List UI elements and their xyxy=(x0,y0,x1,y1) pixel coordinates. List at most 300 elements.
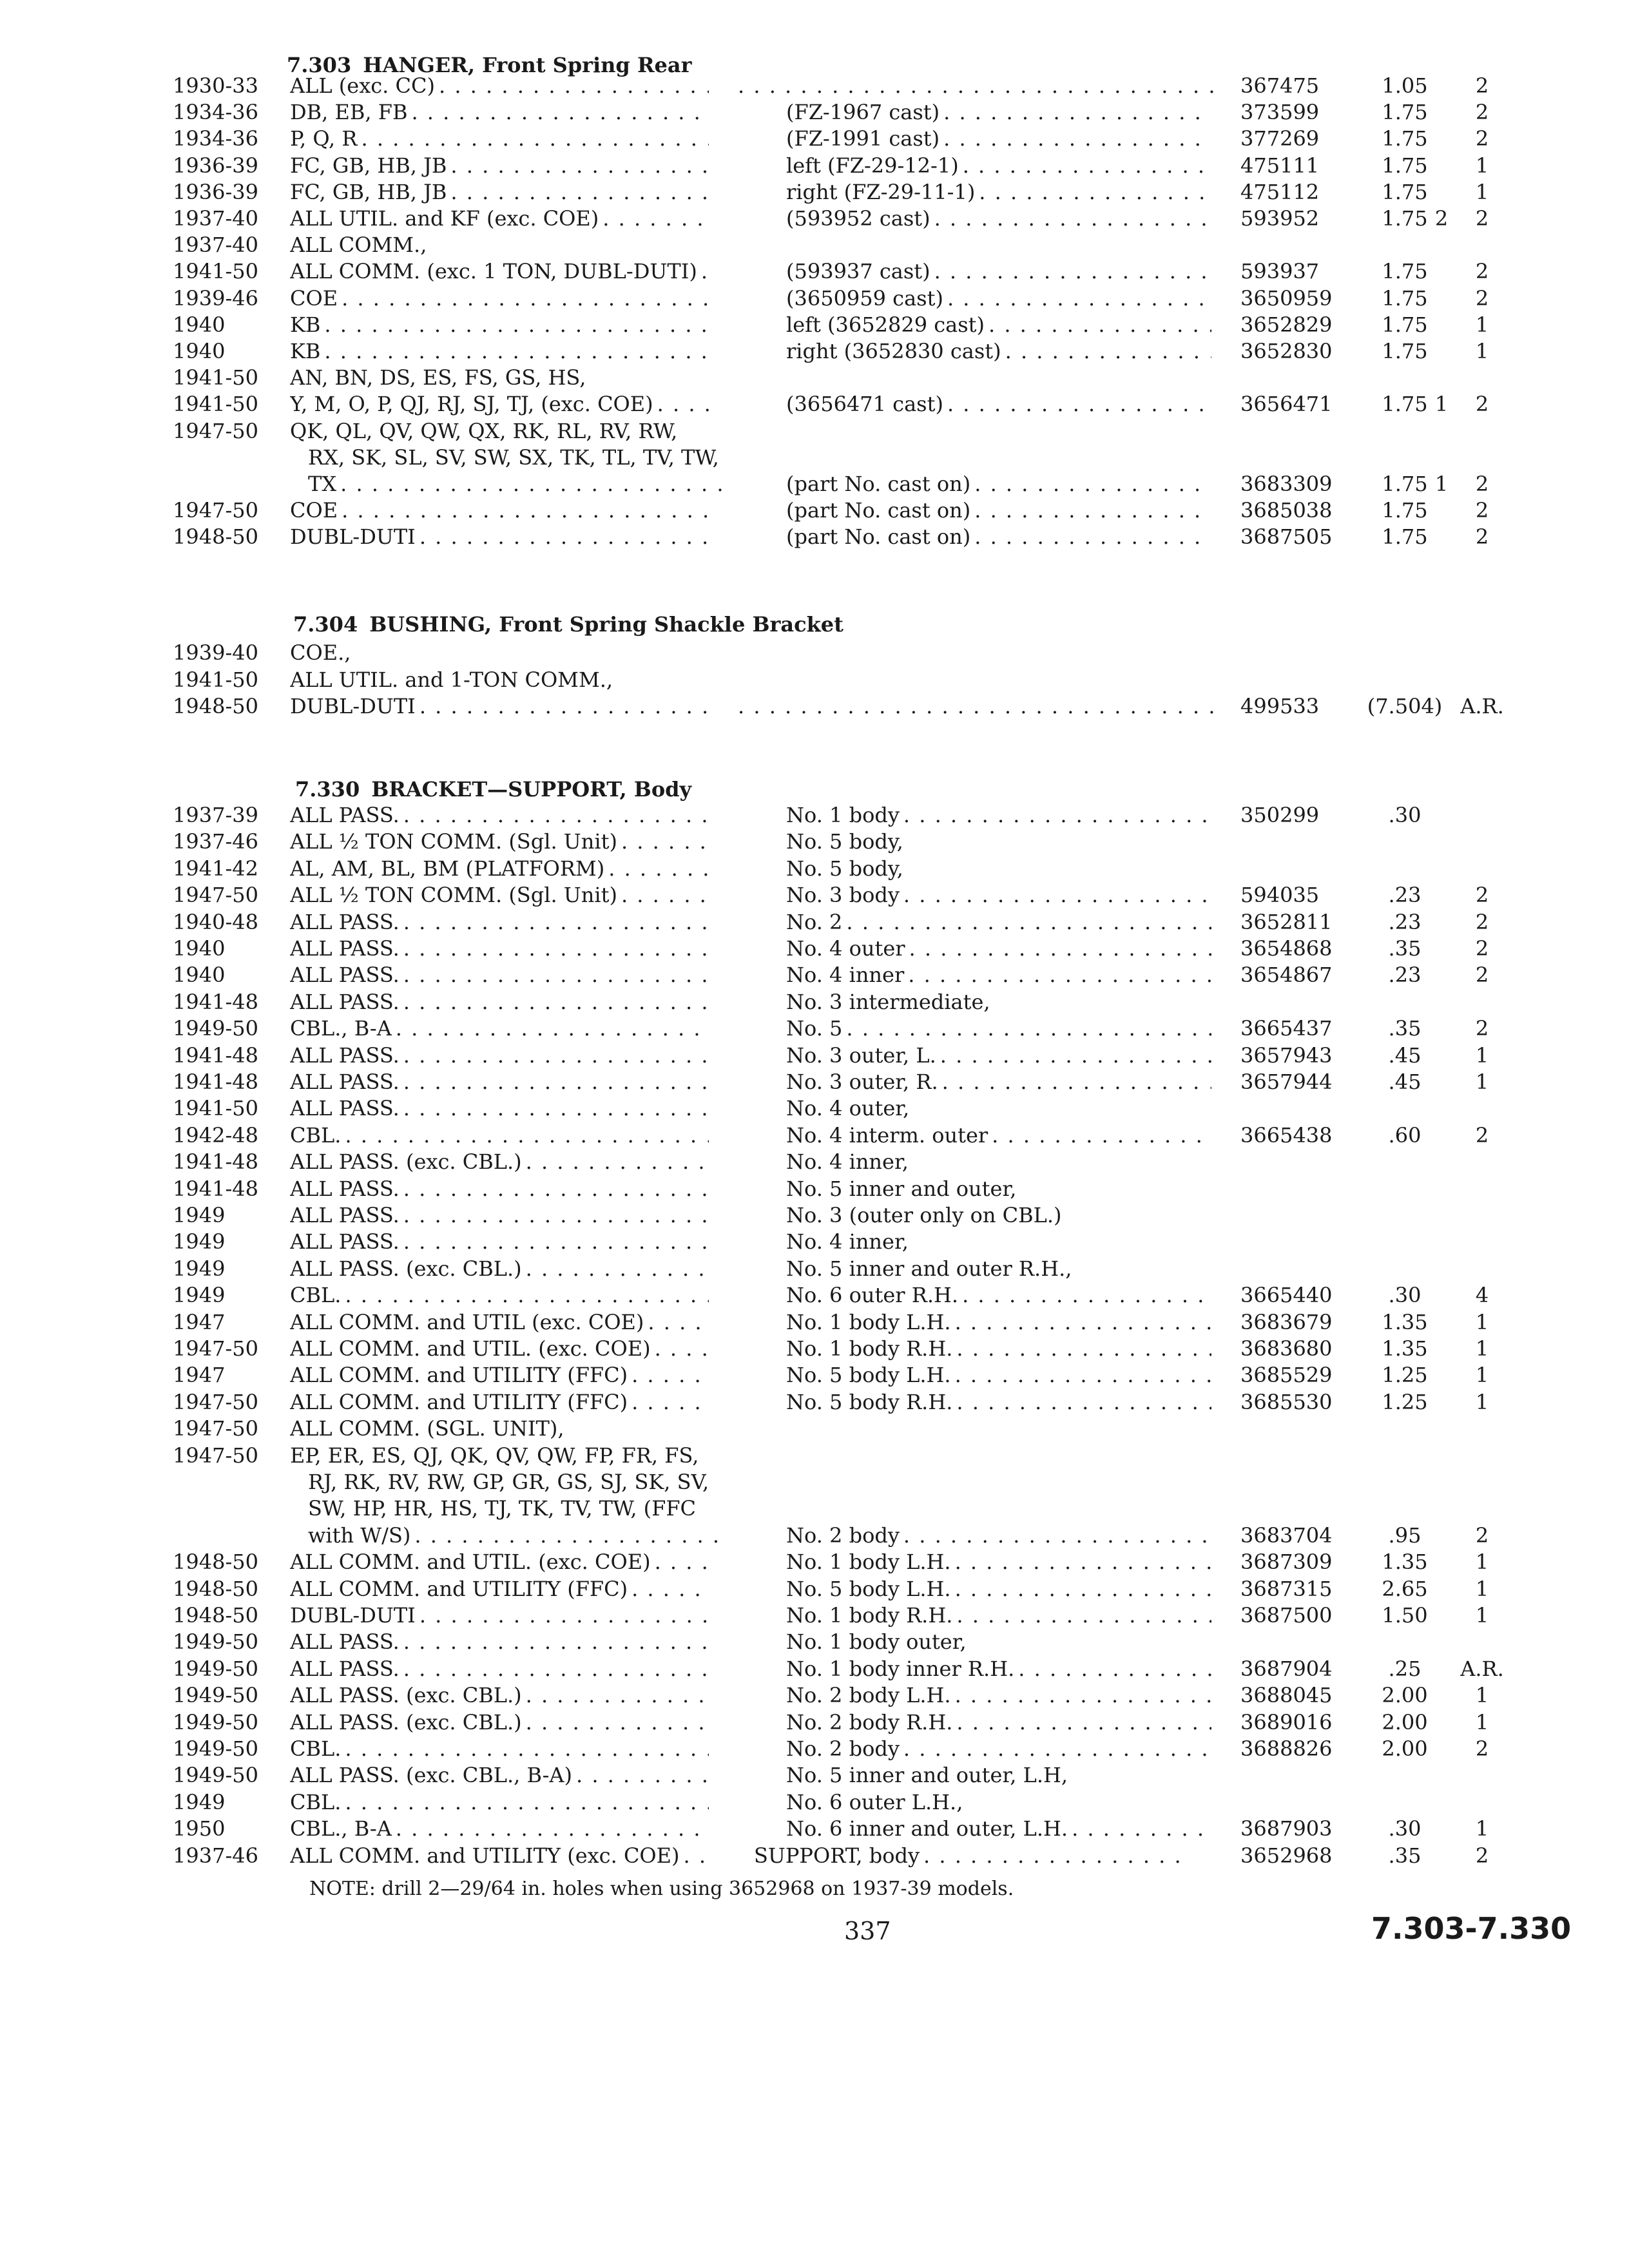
part-row xyxy=(0,285,1629,312)
model-list: ALL COMM. and UTIL (exc. COE) . . . xyxy=(290,1309,709,1336)
part-number: 3652968 xyxy=(1240,1843,1333,1868)
model-list: P, Q, R . . . xyxy=(290,125,709,152)
year-range: 1941-48 xyxy=(173,1149,258,1174)
price: 1.25 xyxy=(1382,1390,1428,1414)
year-range: 1949-50 xyxy=(173,1763,258,1787)
price: 1.35 xyxy=(1382,1310,1428,1334)
part-row xyxy=(0,1602,1629,1629)
model-list: ALL PASS. (exc. CBL., B-A) . . . xyxy=(290,1762,709,1789)
part-row xyxy=(0,1415,1629,1442)
year-range: 1949-50 xyxy=(173,1736,258,1761)
model-list: ALL PASS. . . . xyxy=(290,1228,709,1255)
part-row xyxy=(0,1522,1629,1549)
price: .45 xyxy=(1388,1070,1422,1094)
part-description: No. 5 body R.H. . . . xyxy=(786,1389,1211,1416)
part-row xyxy=(0,666,1629,693)
year-range: 1948-50 xyxy=(173,694,258,718)
part-number: 373599 xyxy=(1240,100,1320,124)
part-description: left (3652829 cast) . . . xyxy=(786,311,1211,338)
part-row xyxy=(0,1148,1629,1175)
part-number: 475112 xyxy=(1240,180,1320,204)
year-range: 1948-50 xyxy=(173,1577,258,1601)
section-reference: 7.303-7.330 xyxy=(1371,1911,1572,1946)
model-list: COE., xyxy=(290,640,351,665)
part-row xyxy=(0,390,1629,418)
part-row xyxy=(0,828,1629,855)
quantity: 1 xyxy=(1475,1577,1489,1601)
model-list: ALL PASS. (exc. CBL.) . . . xyxy=(290,1709,709,1736)
year-range: 1937-46 xyxy=(173,829,258,854)
year-range: 1941-48 xyxy=(173,1177,258,1201)
year-range: 1947 xyxy=(173,1310,226,1334)
part-row xyxy=(0,1735,1629,1762)
part-row xyxy=(0,881,1629,908)
part-number: 367475 xyxy=(1240,73,1320,98)
part-description: No. 2 body . . . xyxy=(786,1735,1211,1762)
model-list: ALL PASS. . . . xyxy=(290,908,709,936)
part-description: No. 5 inner and outer, xyxy=(786,1177,1017,1201)
part-description: No. 1 body . . . xyxy=(786,802,1211,829)
quantity-a: 1 xyxy=(1434,472,1449,496)
price: 1.75 xyxy=(1382,498,1428,523)
model-list: CBL., B-A . . . xyxy=(290,1815,709,1842)
part-number: 3687309 xyxy=(1240,1550,1333,1574)
section-heading xyxy=(295,777,691,802)
model-list: ALL COMM. and UTIL. (exc. COE) . . . xyxy=(290,1548,709,1575)
part-number: 3689016 xyxy=(1240,1710,1333,1735)
model-list: ALL COMM. and UTILITY (FFC) . . . xyxy=(290,1361,709,1389)
part-row xyxy=(0,1335,1629,1362)
leader-dots xyxy=(738,72,1215,99)
year-range: 1941-50 xyxy=(173,1096,258,1120)
part-description: No. 5 body L.H. . . . xyxy=(786,1361,1211,1389)
part-description: (FZ-1967 cast) . . . xyxy=(786,99,1211,126)
part-description: No. 4 outer . . . xyxy=(786,935,1211,962)
part-row xyxy=(0,1575,1629,1602)
part-number: 3687505 xyxy=(1240,524,1333,549)
model-list: with W/S) . . . xyxy=(308,1522,727,1549)
price: 1.50 xyxy=(1382,1603,1428,1628)
model-list: CBL. . . . xyxy=(290,1789,709,1816)
part-row xyxy=(0,935,1629,962)
year-range: 1937-46 xyxy=(173,1843,258,1868)
price: 1.35 xyxy=(1382,1336,1428,1361)
part-description: (FZ-1991 cast) . . . xyxy=(786,125,1211,152)
part-row xyxy=(0,1175,1629,1202)
part-row xyxy=(0,1309,1629,1336)
model-list: QK, QL, QV, QW, QX, RK, RL, RV, RW, xyxy=(290,419,678,443)
model-list: KB . . . xyxy=(290,311,709,338)
model-list: ALL PASS. (exc. CBL.) . . . xyxy=(290,1255,709,1282)
price: 1.25 xyxy=(1382,1363,1428,1387)
price: .35 xyxy=(1388,936,1422,961)
year-range: 1934-36 xyxy=(173,100,258,124)
price: 1.75 xyxy=(1382,259,1428,284)
part-number: 3654868 xyxy=(1240,936,1333,961)
part-description: No. 5 . . . xyxy=(786,1015,1211,1042)
section-title: BRACKET—SUPPORT, Body xyxy=(371,777,692,802)
quantity: 2 xyxy=(1475,206,1489,231)
year-range: 1939-46 xyxy=(173,286,258,311)
price: .30 xyxy=(1388,803,1422,827)
model-list: ALL (exc. CC) . . . xyxy=(290,72,709,99)
part-row xyxy=(0,908,1629,936)
model-list: DUBL-DUTI . . . xyxy=(290,1602,709,1629)
year-range: 1949-50 xyxy=(173,1683,258,1707)
year-range: 1950 xyxy=(173,1816,226,1841)
part-row xyxy=(0,1842,1629,1869)
quantity: 1 xyxy=(1475,153,1489,178)
model-list: ALL PASS. (exc. CBL.) . . . xyxy=(290,1148,709,1175)
price: 1.75 xyxy=(1382,392,1428,416)
price: .30 xyxy=(1388,1816,1422,1841)
year-range: 1948-50 xyxy=(173,524,258,549)
year-range: 1947-50 xyxy=(173,1443,258,1468)
part-row xyxy=(0,1389,1629,1416)
price: 1.75 xyxy=(1382,312,1428,337)
part-number: 3683309 xyxy=(1240,472,1333,496)
quantity: 1 xyxy=(1475,312,1489,337)
part-row xyxy=(0,311,1629,338)
model-list: DUBL-DUTI . . . xyxy=(290,693,709,720)
part-number: 3685038 xyxy=(1240,498,1333,523)
part-description: No. 2 body L.H. . . . xyxy=(786,1682,1211,1709)
footnote: NOTE: drill 2—29/64 in. holes when using 3652968 on 1937-39 models. xyxy=(309,1878,1014,1900)
part-row xyxy=(0,988,1629,1015)
model-list: ALL ½ TON COMM. (Sgl. Unit) . . . xyxy=(290,881,709,908)
quantity: 2 xyxy=(1475,1843,1489,1868)
part-row xyxy=(0,418,1629,445)
part-row xyxy=(0,1709,1629,1736)
part-description: No. 4 inner, xyxy=(786,1229,909,1254)
year-range: 1940 xyxy=(173,339,226,363)
year-range: 1942-48 xyxy=(173,1123,258,1148)
year-range: 1949-50 xyxy=(173,1710,258,1735)
price: .25 xyxy=(1388,1657,1422,1681)
part-description: No. 5 body, xyxy=(786,856,903,881)
part-description: No. 3 outer, R. . . . xyxy=(786,1068,1211,1095)
model-list: ALL PASS. (exc. CBL.) . . . xyxy=(290,1682,709,1709)
year-range: 1947-50 xyxy=(173,883,258,907)
part-description: No. 2 . . . xyxy=(786,908,1211,936)
part-row xyxy=(0,1468,1629,1495)
part-description: No. 5 inner and outer, L.H, xyxy=(786,1763,1068,1787)
quantity: 1 xyxy=(1475,1683,1489,1707)
part-description: No. 5 body L.H. . . . xyxy=(786,1575,1211,1602)
year-range: 1930-33 xyxy=(173,73,258,98)
model-list: ALL COMM. (exc. 1 TON, DUBL-DUTI) . . . xyxy=(290,258,709,285)
part-row xyxy=(0,1015,1629,1042)
quantity-a: 2 xyxy=(1434,206,1449,231)
model-list: AL, AM, BL, BM (PLATFORM) . . . xyxy=(290,855,709,882)
year-range: 1941-48 xyxy=(173,990,258,1014)
part-row xyxy=(0,639,1629,666)
quantity-a: 1 xyxy=(1434,392,1449,416)
quantity: 2 xyxy=(1475,1736,1489,1761)
quantity: 2 xyxy=(1475,1523,1489,1548)
price: 2.65 xyxy=(1382,1577,1428,1601)
part-description: No. 6 outer R.H. . . . xyxy=(786,1282,1211,1309)
part-description: SUPPORT, body . . . xyxy=(754,1842,1179,1869)
part-number: 3683679 xyxy=(1240,1310,1333,1334)
year-range: 1941-50 xyxy=(173,259,258,284)
quantity: 1 xyxy=(1475,180,1489,204)
model-list: FC, GB, HB, JB . . . xyxy=(290,152,709,179)
part-row xyxy=(0,152,1629,179)
year-range: 1947 xyxy=(173,1363,226,1387)
quantity: 2 xyxy=(1475,1123,1489,1148)
part-number: 593952 xyxy=(1240,206,1320,231)
year-range: 1936-39 xyxy=(173,153,258,178)
model-list: TX . . . xyxy=(308,470,727,497)
year-range: 1940 xyxy=(173,963,226,987)
year-range: 1941-42 xyxy=(173,856,258,881)
part-row xyxy=(0,1361,1629,1389)
section-number: 7.330 xyxy=(295,777,360,802)
part-row xyxy=(0,1762,1629,1789)
price: 1.75 xyxy=(1382,153,1428,178)
part-number: 3683704 xyxy=(1240,1523,1333,1548)
part-row xyxy=(0,802,1629,829)
quantity: 2 xyxy=(1475,498,1489,523)
leader-dots xyxy=(738,693,1215,720)
part-number: 3688045 xyxy=(1240,1683,1333,1707)
part-row xyxy=(0,1789,1629,1816)
year-range: 1941-50 xyxy=(173,668,258,692)
model-list: FC, GB, HB, JB . . . xyxy=(290,178,709,206)
quantity: 1 xyxy=(1475,1710,1489,1735)
part-row xyxy=(0,1495,1629,1522)
part-description: No. 5 body, xyxy=(786,829,903,854)
part-description: (part No. cast on) . . . xyxy=(786,497,1211,524)
quantity: 4 xyxy=(1475,1283,1489,1307)
model-list: COE . . . xyxy=(290,285,709,312)
part-description: No. 1 body R.H. . . . xyxy=(786,1602,1211,1629)
part-row xyxy=(0,125,1629,152)
year-range: 1949-50 xyxy=(173,1657,258,1681)
part-number: 350299 xyxy=(1240,803,1320,827)
part-row xyxy=(0,523,1629,550)
price: 1.75 xyxy=(1382,126,1428,151)
year-range: 1940 xyxy=(173,936,226,961)
model-list: CBL. . . . xyxy=(290,1735,709,1762)
year-range: 1947-50 xyxy=(173,1390,258,1414)
quantity: 2 xyxy=(1475,963,1489,987)
price: 2.00 xyxy=(1382,1683,1428,1707)
page-number: 337 xyxy=(844,1917,891,1945)
year-range: 1949 xyxy=(173,1790,226,1814)
part-number: 3657944 xyxy=(1240,1070,1333,1094)
part-number: 3685530 xyxy=(1240,1390,1333,1414)
part-description: No. 4 inner, xyxy=(786,1149,909,1174)
part-row xyxy=(0,1068,1629,1095)
price: .23 xyxy=(1388,963,1422,987)
quantity: 1 xyxy=(1475,339,1489,363)
model-list: ALL COMM., xyxy=(290,233,427,257)
year-range: 1949 xyxy=(173,1283,226,1307)
part-description: No. 2 body . . . xyxy=(786,1522,1211,1549)
price: 2.00 xyxy=(1382,1710,1428,1735)
quantity: 2 xyxy=(1475,883,1489,907)
price: 1.75 xyxy=(1382,286,1428,311)
part-description: right (FZ-29-11-1) . . . xyxy=(786,178,1211,206)
part-number: 475111 xyxy=(1240,153,1320,178)
year-range: 1941-50 xyxy=(173,365,258,390)
quantity: 2 xyxy=(1475,259,1489,284)
year-range: 1949 xyxy=(173,1256,226,1281)
price: 2.00 xyxy=(1382,1736,1428,1761)
model-list: ALL COMM. and UTILITY (FFC) . . . xyxy=(290,1575,709,1602)
part-row xyxy=(0,99,1629,126)
part-number: 3652811 xyxy=(1240,910,1333,934)
part-number: 3665437 xyxy=(1240,1016,1333,1041)
year-range: 1941-48 xyxy=(173,1070,258,1094)
year-range: 1937-40 xyxy=(173,206,258,231)
part-description: No. 3 intermediate, xyxy=(786,990,990,1014)
part-description: No. 3 body . . . xyxy=(786,881,1211,908)
part-description: No. 4 outer, xyxy=(786,1096,910,1120)
model-list: DUBL-DUTI . . . xyxy=(290,523,709,550)
part-number: 499533 xyxy=(1240,694,1320,718)
model-list: ALL COMM. and UTIL. (exc. COE) . . . xyxy=(290,1335,709,1362)
part-description: No. 6 outer L.H., xyxy=(786,1790,963,1814)
price: .60 xyxy=(1388,1123,1422,1148)
part-number: 594035 xyxy=(1240,883,1320,907)
model-list: ALL PASS. . . . xyxy=(290,1175,709,1202)
model-list: ALL COMM. and UTILITY (exc. COE) . . . xyxy=(290,1842,709,1869)
model-list: ALL ½ TON COMM. (Sgl. Unit) . . . xyxy=(290,828,709,855)
part-row xyxy=(0,72,1629,99)
year-range: 1941-48 xyxy=(173,1043,258,1068)
part-row xyxy=(0,444,1629,471)
part-number: 3654867 xyxy=(1240,963,1333,987)
year-range: 1948-50 xyxy=(173,1603,258,1628)
year-range: 1947-50 xyxy=(173,1336,258,1361)
price: 1.75 xyxy=(1382,524,1428,549)
model-list: RX, SK, SL, SV, SW, SX, TK, TL, TV, TW, xyxy=(308,445,719,470)
price: 1.75 xyxy=(1382,472,1428,496)
quantity: 1 xyxy=(1475,1310,1489,1334)
part-number: 3657943 xyxy=(1240,1043,1333,1068)
model-list: CBL. . . . xyxy=(290,1282,709,1309)
part-description: No. 1 body R.H. . . . xyxy=(786,1335,1211,1362)
part-row xyxy=(0,855,1629,882)
model-list: KB . . . xyxy=(290,338,709,365)
quantity: 1 xyxy=(1475,1336,1489,1361)
part-row xyxy=(0,1628,1629,1655)
year-range: 1949 xyxy=(173,1203,226,1227)
model-list: ALL PASS. . . . xyxy=(290,1202,709,1229)
quantity: 1 xyxy=(1475,1550,1489,1574)
model-list: ALL PASS. . . . xyxy=(290,1042,709,1069)
quantity: 2 xyxy=(1475,1016,1489,1041)
model-list: ALL PASS. . . . xyxy=(290,1628,709,1655)
part-description: No. 1 body inner R.H. . . . xyxy=(786,1655,1211,1682)
part-row xyxy=(0,1655,1629,1682)
model-list: ALL PASS. . . . xyxy=(290,988,709,1015)
part-description: No. 1 body L.H. . . . xyxy=(786,1309,1211,1336)
part-number: 3650959 xyxy=(1240,286,1333,311)
quantity: 2 xyxy=(1475,286,1489,311)
part-row xyxy=(0,1255,1629,1282)
part-number: 3687500 xyxy=(1240,1603,1333,1628)
part-number: 593937 xyxy=(1240,259,1320,284)
part-row xyxy=(0,178,1629,206)
part-description: (593937 cast) . . . xyxy=(786,258,1211,285)
model-list: ALL COMM. and UTILITY (FFC) . . . xyxy=(290,1389,709,1416)
price: .23 xyxy=(1388,883,1422,907)
part-row xyxy=(0,205,1629,232)
part-number: 3665438 xyxy=(1240,1123,1333,1148)
section-title: BUSHING, Front Spring Shackle Bracket xyxy=(369,612,843,637)
part-row xyxy=(0,258,1629,285)
quantity: 1 xyxy=(1475,1390,1489,1414)
part-row xyxy=(0,364,1629,391)
part-row xyxy=(0,1548,1629,1575)
model-list: CBL., B-A . . . xyxy=(290,1015,709,1042)
part-row xyxy=(0,1228,1629,1255)
quantity: 2 xyxy=(1475,73,1489,98)
quantity: 1 xyxy=(1475,1043,1489,1068)
price: 1.75 xyxy=(1382,339,1428,363)
part-description: No. 2 body R.H. . . . xyxy=(786,1709,1211,1736)
model-list: COE . . . xyxy=(290,497,709,524)
part-row xyxy=(0,1815,1629,1842)
part-number: 3688826 xyxy=(1240,1736,1333,1761)
quantity: 1 xyxy=(1475,1816,1489,1841)
quantity: 1 xyxy=(1475,1603,1489,1628)
year-range: 1936-39 xyxy=(173,180,258,204)
year-range: 1941-50 xyxy=(173,392,258,416)
quantity: A.R. xyxy=(1460,1657,1504,1681)
part-number: 3687315 xyxy=(1240,1577,1333,1601)
part-description: (3656471 cast) . . . xyxy=(786,390,1211,418)
model-list: ALL PASS. . . . xyxy=(290,935,709,962)
model-list: ALL PASS. . . . xyxy=(290,1095,709,1122)
model-list: SW, HP, HR, HS, TJ, TK, TV, TW, (FFC xyxy=(308,1496,697,1521)
part-number: 377269 xyxy=(1240,126,1320,151)
year-range: 1940-48 xyxy=(173,910,258,934)
price: 1.75 xyxy=(1382,206,1428,231)
year-range: 1934-36 xyxy=(173,126,258,151)
price: .35 xyxy=(1388,1016,1422,1041)
part-row xyxy=(0,961,1629,988)
part-row xyxy=(0,1122,1629,1149)
part-row xyxy=(0,338,1629,365)
model-list: ALL UTIL. and KF (exc. COE) . . . xyxy=(290,205,709,232)
section-number: 7.304 xyxy=(293,612,358,637)
price: 1.75 xyxy=(1382,180,1428,204)
quantity: 1 xyxy=(1475,1363,1489,1387)
part-description: No. 1 body outer, xyxy=(786,1629,967,1654)
price: .30 xyxy=(1388,1283,1422,1307)
part-row xyxy=(0,1282,1629,1309)
quantity: 2 xyxy=(1475,910,1489,934)
part-description: No. 4 inner . . . xyxy=(786,961,1211,988)
year-range: 1949-50 xyxy=(173,1016,258,1041)
quantity: 2 xyxy=(1475,936,1489,961)
price: 1.05 xyxy=(1382,73,1428,98)
part-row xyxy=(0,470,1629,497)
quantity: 2 xyxy=(1475,100,1489,124)
price: .23 xyxy=(1388,910,1422,934)
part-number: 3687904 xyxy=(1240,1657,1333,1681)
part-description: No. 5 inner and outer R.H., xyxy=(786,1256,1072,1281)
model-list: ALL COMM. (SGL. UNIT), xyxy=(290,1416,564,1441)
part-description: No. 6 inner and outer, L.H. . . . xyxy=(786,1815,1211,1842)
year-range: 1940 xyxy=(173,312,226,337)
model-list: EP, ER, ES, QJ, QK, QV, QW, FP, FR, FS, xyxy=(290,1443,699,1468)
